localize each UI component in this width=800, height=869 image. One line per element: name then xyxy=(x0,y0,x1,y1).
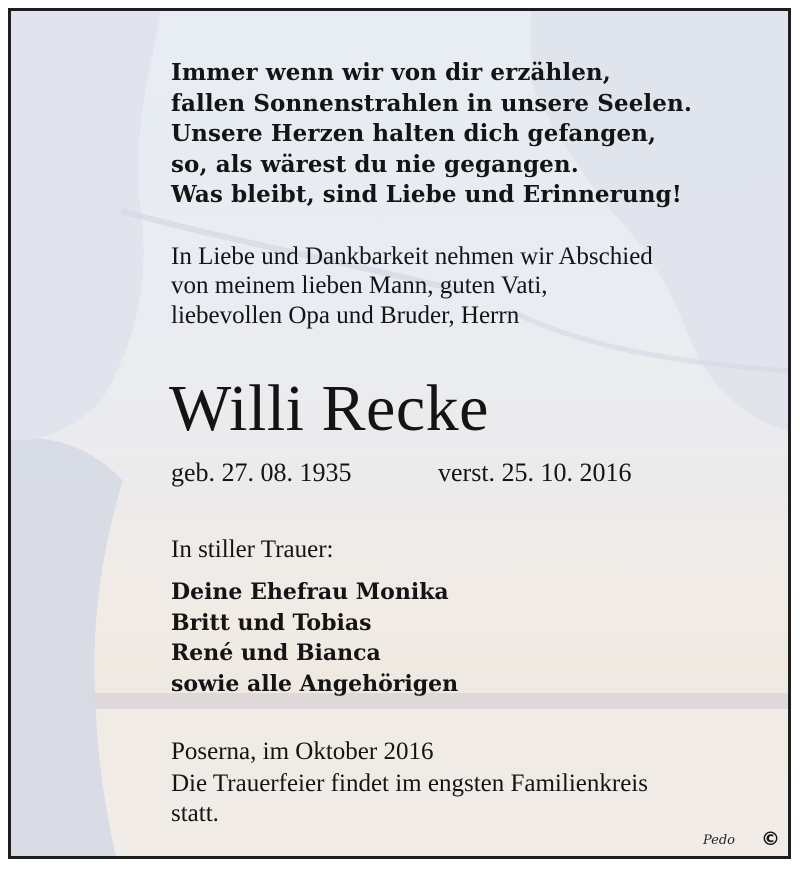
mourners-list xyxy=(171,577,458,699)
intro-line: In Liebe und Dankbarkeit nehmen wir Abschied xyxy=(171,243,653,270)
deceased-name: Willi Recke xyxy=(169,372,489,445)
place-and-date: Poserna, im Oktober 2016 xyxy=(171,738,434,765)
poem-line: fallen Sonnenstrahlen in unsere Seelen. xyxy=(171,89,692,117)
birth-date: geb. 27. 08. 1935 xyxy=(171,458,352,487)
poem-line: Unsere Herzen halten dich gefangen, xyxy=(171,120,657,148)
intro-line: von meinem lieben Mann, guten Vati, xyxy=(171,272,548,300)
mourner: Britt und Tobias xyxy=(171,609,372,636)
service-line: statt. xyxy=(171,800,219,827)
memorial-poem xyxy=(171,58,771,211)
obituary-notice xyxy=(8,8,791,859)
service-line: Die Trauerfeier findet im engsten Familienkreis xyxy=(171,770,648,797)
death-date: verst. 25. 10. 2016 xyxy=(438,458,632,487)
designer-signature: Pedo xyxy=(703,833,736,848)
mourner: René und Bianca xyxy=(171,640,381,666)
poem-line: Was bleibt, sind Liebe und Erinnerung! xyxy=(171,181,682,209)
farewell-intro xyxy=(171,242,771,330)
mourner: sowie alle Angehörigen xyxy=(171,670,459,697)
funeral-service-note xyxy=(171,769,771,829)
mourner: Deine Ehefrau Monika xyxy=(171,579,449,605)
intro-line: liebevollen Opa und Bruder, Herrn xyxy=(171,301,520,329)
mourning-label: In stiller Trauer: xyxy=(171,536,334,563)
life-dates xyxy=(171,457,632,489)
poem-line: so, als wärest du nie gegangen. xyxy=(171,150,579,178)
copyright-icon: © xyxy=(761,828,780,850)
notice-content xyxy=(11,11,788,856)
poem-line: Immer wenn wir von dir erzählen, xyxy=(171,59,611,86)
